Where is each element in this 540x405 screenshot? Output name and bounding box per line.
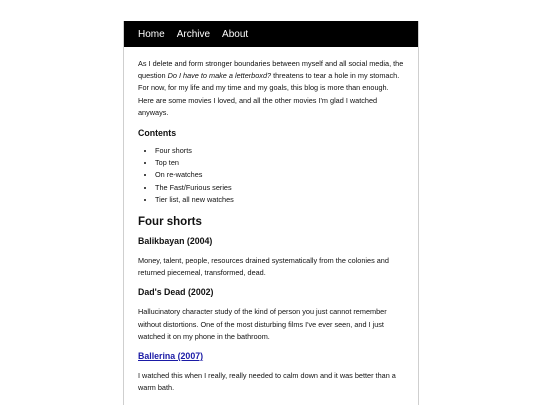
film-entry xyxy=(138,287,404,343)
intro-text-before: As I delete and form stronger boundaries between myself and all social media, the question xyxy=(138,59,404,81)
intro-text-after: threatens to tear a hole in my stomach. For now, for my life and my time and my goals, this blog is more than enough. Here are some movies I loved, and all the other movies I'm glad I watched anyways. xyxy=(138,71,400,117)
nav-home-link[interactable]: Home xyxy=(138,28,165,40)
film-title: Balikbayan (2004) xyxy=(138,236,213,247)
intro-italic-question: Do I have to make a letterboxd? xyxy=(167,71,272,81)
post-content xyxy=(124,47,418,394)
film-title: Dad's Dead (2002) xyxy=(138,287,214,298)
contents-item-four-shorts: • Four shorts xyxy=(155,145,404,157)
nav-archive-link[interactable]: Archive xyxy=(176,28,211,40)
film-entry xyxy=(138,236,404,279)
film-title-link[interactable]: Ballerina (2007) xyxy=(138,351,204,362)
contents-item-fast-furious: • The Fast/Furious series xyxy=(155,182,404,194)
contents-item-re-watches: • On re-watches xyxy=(155,169,404,181)
nav-about-link[interactable]: About xyxy=(222,28,249,40)
film-review: Hallucinatory character study of the kind of person you just cannot remember without distortions. One of the most disturbing films I've ever seen, and I just watched it on my phone in the bathroom. xyxy=(138,307,387,341)
contents-list xyxy=(138,145,404,206)
film-entry xyxy=(138,351,404,394)
page-column xyxy=(123,21,419,405)
film-review: Money, talent, people, resources drained systematically from the colonies and returned piecemeal, transformed, dead. xyxy=(138,256,389,278)
top-nav xyxy=(124,21,418,47)
contents-heading: Contents xyxy=(138,128,177,139)
intro-paragraph xyxy=(138,58,404,119)
contents-item-top-ten: • Top ten xyxy=(155,157,404,169)
film-review: I watched this when I really, really needed to calm down and it was better than a warm bath. xyxy=(138,371,396,393)
film-title xyxy=(138,351,404,361)
section-title: Four shorts xyxy=(138,216,202,229)
contents-item-tier-list: • Tier list, all new watches xyxy=(155,194,404,206)
